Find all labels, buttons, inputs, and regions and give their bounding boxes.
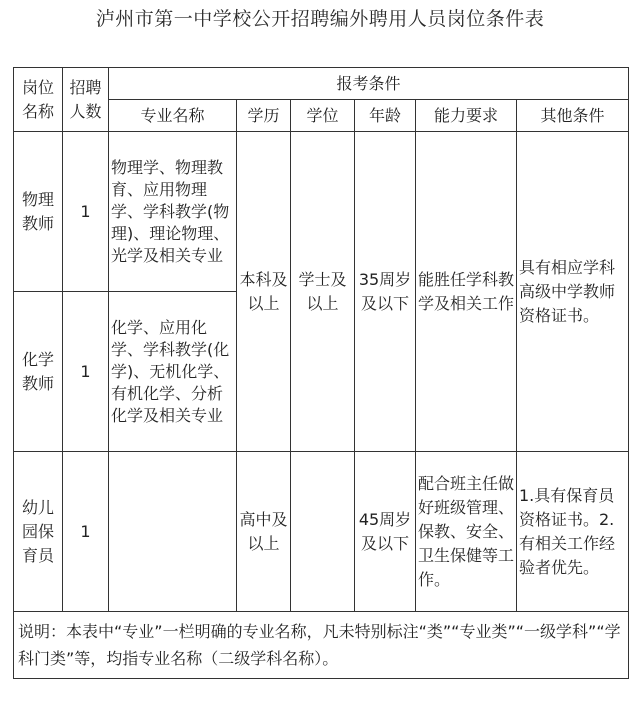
ability-cell: 能胜任学科教学及相关工作 [416, 132, 517, 452]
major-cell [109, 452, 237, 612]
degree-cell: 学士及以上 [291, 132, 355, 452]
page-title: 泸州市第一中学校公开招聘编外聘用人员岗位条件表 [95, 8, 545, 30]
header-other: 其他条件 [517, 100, 629, 132]
ability-cell: 配合班主任做好班级管理、保教、安全、卫生保健等工作。 [416, 452, 517, 612]
table-row [14, 452, 629, 612]
age-cell: 45周岁及以下 [355, 452, 416, 612]
education-cell: 本科及以上 [237, 132, 291, 452]
degree-cell [291, 452, 355, 612]
table-row [14, 132, 629, 292]
header-age: 年龄 [355, 100, 416, 132]
header-conditions: 报考条件 [109, 68, 629, 100]
header-education: 学历 [237, 100, 291, 132]
other-cell: 具有相应学科高级中学教师资格证书。 [517, 132, 629, 452]
header-degree: 学位 [291, 100, 355, 132]
header-row-1 [14, 68, 629, 100]
count-cell: 1 [63, 292, 109, 452]
major-cell: 化学、应用化学、学科教学(化学)、无机化学、有机化学、分析化学及相关专业 [109, 292, 237, 452]
position-cell: 物理教师 [14, 132, 63, 292]
age-cell: 35周岁及以下 [355, 132, 416, 452]
note-row [14, 612, 629, 679]
count-cell: 1 [63, 132, 109, 292]
other-cell: 1.具有保育员资格证书。2.有相关工作经验者优先。 [517, 452, 629, 612]
position-cell: 幼儿园保育员 [14, 452, 63, 612]
header-count: 招聘人数 [63, 68, 109, 132]
header-major: 专业名称 [109, 100, 237, 132]
position-table [13, 67, 629, 679]
education-cell: 高中及以上 [237, 452, 291, 612]
count-cell: 1 [63, 452, 109, 612]
position-cell: 化学教师 [14, 292, 63, 452]
header-ability: 能力要求 [416, 100, 517, 132]
note-text: 说明：本表中“专业”一栏明确的专业名称，凡未特别标注“类”“专业类”“一级学科”“学科门类”等，均指专业名称（二级学科名称）。 [14, 612, 629, 679]
major-cell: 物理学、物理教育、应用物理学、学科教学(物理)、理论物理、光学及相关专业 [109, 132, 237, 292]
header-position: 岗位名称 [14, 68, 63, 132]
